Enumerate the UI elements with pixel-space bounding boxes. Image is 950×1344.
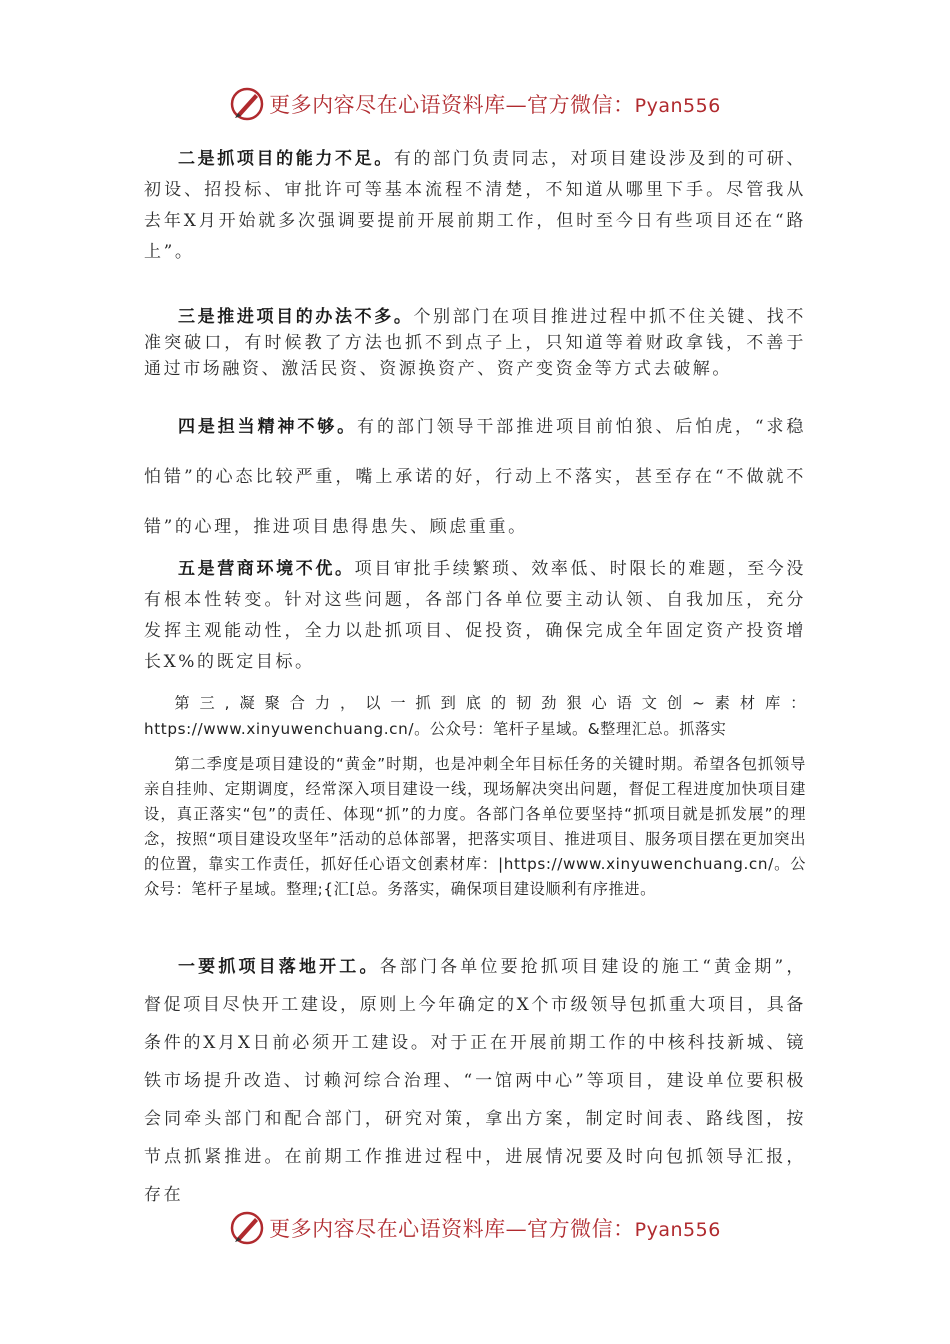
banner-text: 更多内容尽在心语资料库—官方微信：Pyan556	[269, 93, 721, 117]
footer-banner	[0, 1208, 950, 1248]
paragraph-4: 四是担当精神不够。有的部门领导干部推进项目前怕狼、后怕虎，“求稳怕错”的心态比较严重，嘴上承诺的好，行动上不落实，甚至存在“不做就不错”的心理，推进项目患得患失、顾虑重重。	[144, 417, 806, 537]
paragraph-task-1: 一要抓项目落地开工。各部门各单位要抢抓项目建设的施工“黄金期”，督促项目尽快开工建设，原则上今年确定的X个市级领导包抓重大项目，具备条件的X月X日前必须开工建设。对于正在开展前期工作的中核科技新城、镜铁市场提升改造、讨赖河综合治理、“一馆两中心”等项目，建设单位要积极会同牵头部门和配合部门，研究对策，拿出方案，制定时间表、路线图，按节点抓紧推进。在前期工作推进过程中，进展情况要及时向包抓领导汇报，存在	[144, 957, 806, 1205]
pen-logo-icon	[229, 1210, 265, 1246]
paragraph-quarter: 第二季度是项目建设的“黄金”时期，也是冲刺全年目标任务的关键时期。希望各包抓领导亲自挂帅、定期调度，经常深入项目建设一线，现场解决突出问题，督促工程进度加快项目建设，真正落实“包”的责任、体现“抓”的力度。各部门各单位要坚持“抓项目就是抓发展”的理念，按照“项目建设攻坚年”活动的总体部署，把落实项目、推进项目、服务项目摆在更加突出的位置，靠实工作责任，抓好任心语文创素材库：|https://www.xinyuwenchuang.cn/。公众号：笔杆子星域。整理;{汇[总。务落实，确保项目建设顺利有序推进。	[144, 755, 806, 898]
paragraph-3: 三是推进项目的办法不多。个别部门在项目推进过程中抓不住关键、找不准突破口，有时候教了方法也抓不到点子上，只知道等着财政拿钱，不善于通过市场融资、激活民资、资源换资产、资产变资金等方式去破解。	[144, 307, 807, 379]
paragraph-2: 二是抓项目的能力不足。有的部门负责同志，对项目建设涉及到的可研、初设、招投标、审批许可等基本流程不清楚，不知道从哪里下手。尽管我从去年X月开始就多次强调要提前开展前期工作，但时至今日有些项目还在“路上”。	[144, 149, 806, 262]
paragraph-5: 五是营商环境不优。项目审批手续繁琐、效率低、时限长的难题，至今没有根本性转变。针对这些问题，各部门各单位要主动认领、自我加压，充分发挥主观能动性，全力以赴抓项目、促投资，确保完成全年固定资产投资增长X%的既定目标。	[144, 559, 806, 672]
pen-logo-icon	[229, 86, 265, 122]
header-banner	[0, 84, 950, 124]
banner-text: 更多内容尽在心语资料库—官方微信：Pyan556	[269, 1217, 721, 1241]
paragraph-section-3: 第三,凝聚合力，以一抓到底的韧劲狠心语文创~素材库：https://www.xinyuwenchuang.cn/。公众号：笔杆子星域。&整理汇总。抓落实	[144, 694, 806, 738]
